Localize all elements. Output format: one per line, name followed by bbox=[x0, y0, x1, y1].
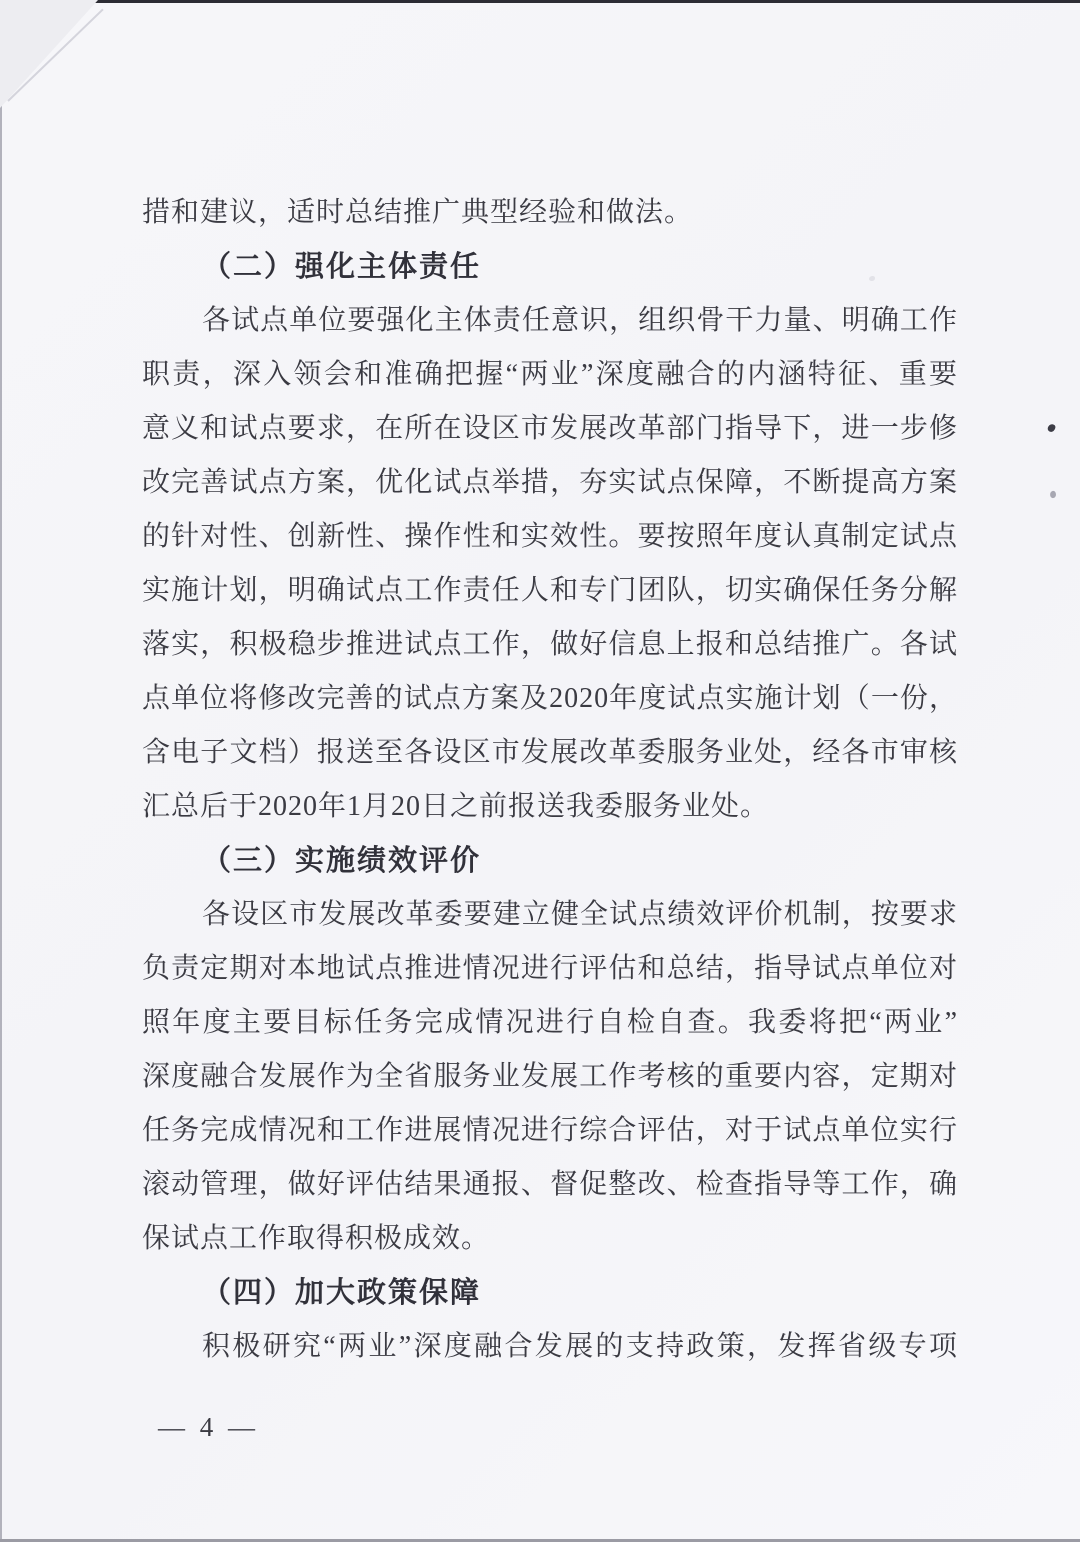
text-line: 积极研究“两业”深度融合发展的支持政策，发挥省级专项 bbox=[202, 1331, 958, 1362]
text-line: 措和建议，适时总结推广典型经验和做法。 bbox=[142, 197, 694, 228]
text-line: 含电子文档）报送至各设区市发展改革委服务业处，经各市审核 bbox=[142, 737, 958, 768]
text-line: 深度融合发展作为全省服务业发展工作考核的重要内容，定期对 bbox=[142, 1061, 958, 1092]
text-line: 各设区市发展改革委要建立健全试点绩效评价机制，按要求 bbox=[202, 899, 958, 930]
text-line: 落实，积极稳步推进试点工作，做好信息上报和总结推广。各试 bbox=[142, 629, 958, 660]
text-line: 的针对性、创新性、操作性和实效性。要按照年度认真制定试点 bbox=[142, 521, 958, 552]
text-line: 负责定期对本地试点推进情况进行评估和总结，指导试点单位对 bbox=[142, 953, 958, 984]
scan-speck bbox=[1049, 490, 1057, 498]
section-heading: （四）加大政策保障 bbox=[202, 1277, 482, 1309]
scan-speck bbox=[1047, 423, 1057, 433]
scan-edge-top bbox=[0, 0, 1080, 3]
text-line: 汇总后于2020年1月20日之前报送我委服务业处。 bbox=[142, 791, 770, 822]
text-line: 任务完成情况和工作进展情况进行综合评估，对于试点单位实行 bbox=[142, 1115, 958, 1146]
text-line: 保试点工作取得积极成效。 bbox=[142, 1223, 491, 1254]
text-line: 实施计划，明确试点工作责任人和专门团队，切实确保任务分解 bbox=[142, 575, 958, 606]
section-heading: （二）强化主体责任 bbox=[202, 251, 482, 283]
text-line: 职责，深入领会和准确把握“两业”深度融合的内涵特征、重要 bbox=[142, 359, 958, 390]
text-line: 照年度主要目标任务完成情况进行自检自查。我委将把“两业” bbox=[142, 1007, 958, 1038]
text-line: 改完善试点方案，优化试点举措，夯实试点保障，不断提高方案 bbox=[142, 467, 958, 498]
scan-edge-left bbox=[0, 0, 2, 1542]
text-line: 各试点单位要强化主体责任意识，组织骨干力量、明确工作 bbox=[202, 305, 958, 336]
page-number: — 4 — bbox=[158, 1412, 259, 1442]
section-heading: （三）实施绩效评价 bbox=[202, 845, 482, 877]
text-line: 意义和试点要求，在所在设区市发展改革部门指导下，进一步修 bbox=[142, 413, 958, 444]
text-line: 滚动管理，做好评估结果通报、督促整改、检查指导等工作，确 bbox=[142, 1169, 958, 1200]
text-line: 点单位将修改完善的试点方案及2020年度试点实施计划（一份， bbox=[142, 683, 958, 714]
document-body bbox=[142, 186, 958, 1374]
